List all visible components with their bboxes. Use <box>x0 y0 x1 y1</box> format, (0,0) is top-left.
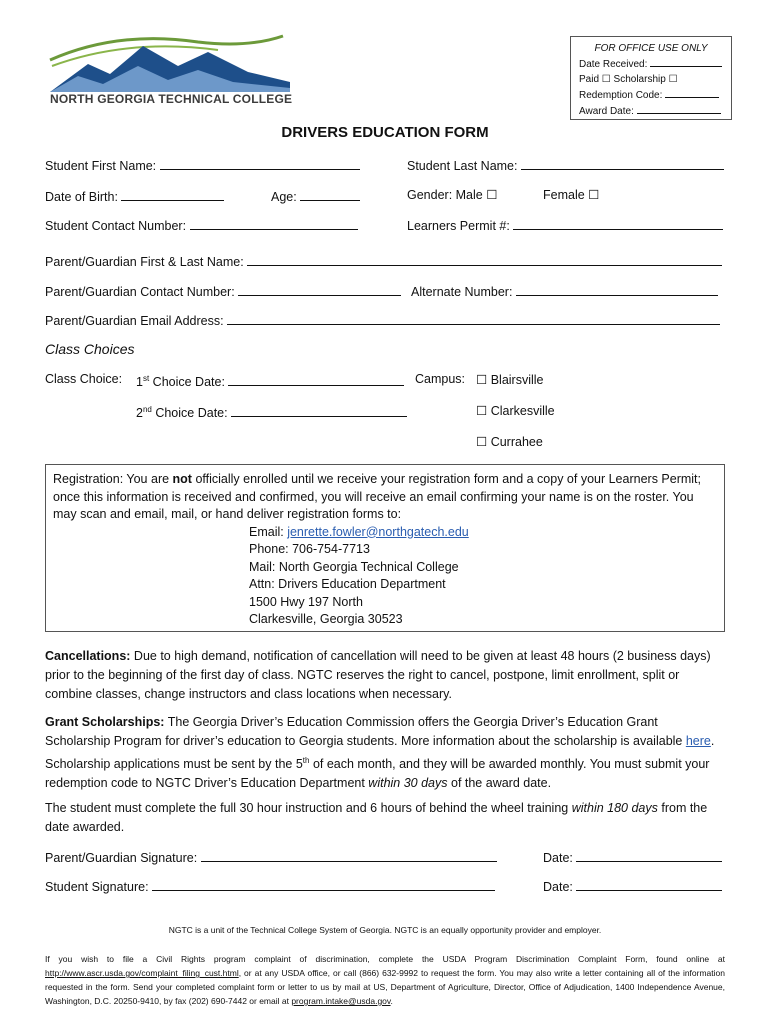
guardian-email-label: Parent/Guardian Email Address: <box>45 314 224 328</box>
second-choice-date-field[interactable] <box>231 403 407 417</box>
second-choice-num: 2 <box>136 406 143 420</box>
date-received-label: Date Received: <box>579 59 648 70</box>
last-name-field[interactable] <box>521 156 724 170</box>
usda-complaint-link[interactable]: http://www.ascr.usda.gov/complaint_filing_cust.html <box>45 968 239 978</box>
award-date-label: Award Date: <box>579 106 634 117</box>
blairsville-checkbox[interactable]: ☐ <box>476 373 488 387</box>
male-checkbox[interactable]: ☐ <box>486 188 498 202</box>
guardian-signature-label: Parent/Guardian Signature: <box>45 851 198 865</box>
second-choice-label: Choice Date: <box>151 406 228 420</box>
paid-checkbox[interactable]: ☐ <box>601 74 611 85</box>
first-choice-label: Choice Date: <box>149 375 225 389</box>
guardian-contact-label: Parent/Guardian Contact Number: <box>45 285 235 299</box>
guardian-date-field[interactable] <box>576 848 722 862</box>
student-signature-label: Student Signature: <box>45 880 149 894</box>
gender-label: Gender: Male <box>407 188 483 202</box>
grant-paragraph: Grant Scholarships: The Georgia Driver’s Education Commission offers the Georgia Driver’s Education Grant Scholarship Program for driver’s education to Georgia students. More information about the scholarship is available here. Scholarship applications must be sent by the 5th of each month, and they will be awarded monthly. You must submit your redemption code to NGTC Driver’s Education Department within 30 days of the award date. <box>45 715 715 791</box>
date-received-line[interactable] <box>650 56 722 67</box>
first-choice-num: 1 <box>136 375 143 389</box>
campus-label: Campus: <box>415 372 466 386</box>
contact-field[interactable] <box>190 216 358 230</box>
campus-clarkesville: Clarkesville <box>490 404 555 418</box>
redemption-line[interactable] <box>665 87 719 98</box>
office-heading: FOR OFFICE USE ONLY <box>594 43 708 54</box>
registration-email-link[interactable]: jenrette.fowler@northgatech.edu <box>287 524 469 539</box>
contact-label: Student Contact Number: <box>45 219 187 233</box>
guardian-signature-field[interactable] <box>201 848 497 862</box>
currahee-checkbox[interactable]: ☐ <box>476 435 488 449</box>
completion-paragraph: The student must complete the full 30 hour instruction and 6 hours of behind the wheel training within 180 days from the date awarded. <box>45 801 708 834</box>
scholarship-checkbox[interactable]: ☐ <box>668 74 678 85</box>
campus-currahee: Currahee <box>490 435 543 449</box>
student-date-field[interactable] <box>576 877 722 891</box>
age-field[interactable] <box>300 187 360 201</box>
first-choice-sup: st <box>142 373 150 383</box>
age-label: Age: <box>271 190 297 204</box>
guardian-name-label: Parent/Guardian First & Last Name: <box>45 255 244 269</box>
registration-phone: Phone: 706-754-7713 <box>249 542 370 556</box>
footer-notice: NGTC is a unit of the Technical College System of Georgia. NGTC is an equally opportunity provider and employer. <box>168 925 602 935</box>
email-label: Email: <box>249 524 288 539</box>
campus-blairsville: Blairsville <box>490 373 544 387</box>
civil-rights-paragraph: If you wish to file a Civil Rights program complaint of discrimination, complete the USDA Program Discrimination Complaint Form, found online at http://www.ascr.usda.gov/complaint_filing_cust.html, or at any USDA office, or call (866) 632-9992 to request the form. You may also write a letter containing all of the information requested in the form. Send your completed complaint form or letter to us by mail at US, Department of Agriculture, Director, Office of Adjudication, 1400 Independence Avenue, Washington, D.C. 20250-9410, by fax (202) 690-7442 or email at program.intake@usda.gov. <box>45 954 725 1006</box>
registration-city: Clarkesville, Georgia 30523 <box>249 612 403 626</box>
guardian-contact-field[interactable] <box>238 282 401 296</box>
here-link[interactable]: here <box>685 734 711 748</box>
office-use-box <box>570 36 732 120</box>
usda-email-link[interactable]: program.intake@usda.gov <box>291 996 391 1006</box>
registration-street: 1500 Hwy 197 North <box>249 594 363 609</box>
female-label: Female <box>543 188 585 202</box>
cancellations-paragraph: Cancellations: Due to high demand, notification of cancellation will need to be given at least 48 hours (2 business days) prior to the beginning of the first day of class. NGTC reserves the right to cancel, postpone, limit enrollment, split or combine classes, change instructors and class locations when necessary. <box>45 649 711 701</box>
college-name: NORTH GEORGIA TECHNICAL COLLEGE <box>50 92 293 106</box>
permit-field[interactable] <box>513 216 723 230</box>
guardian-email-field[interactable] <box>227 311 720 325</box>
award-date-line[interactable] <box>637 103 721 114</box>
permit-label: Learners Permit #: <box>407 219 510 233</box>
student-date-label: Date: <box>543 880 573 894</box>
first-name-label: Student First Name: <box>45 159 157 173</box>
dob-label: Date of Birth: <box>45 190 118 204</box>
first-name-field[interactable] <box>160 156 360 170</box>
student-signature-field[interactable] <box>152 877 495 891</box>
dob-field[interactable] <box>121 187 224 201</box>
registration-mail: Mail: North Georgia Technical College <box>249 559 459 574</box>
guardian-date-label: Date: <box>543 851 573 865</box>
first-choice-date-field[interactable] <box>228 372 404 386</box>
guardian-name-field[interactable] <box>247 252 722 266</box>
class-choices-heading: Class Choices <box>45 341 135 357</box>
last-name-label: Student Last Name: <box>407 159 518 173</box>
page-title: DRIVERS EDUCATION FORM <box>281 124 489 141</box>
redemption-label: Redemption Code: <box>579 90 663 101</box>
female-checkbox[interactable]: ☐ <box>588 188 600 202</box>
registration-text: Registration: You are not officially enrolled until we receive your registration form and a copy of your Learners Permit; once this information is received and confirmed, you will receive an email confirming your name is on the roster. You may scan and email, mail, or hand deliver registration forms to: <box>53 472 702 521</box>
second-choice-sup: nd <box>142 404 152 414</box>
paid-label: Paid <box>579 74 600 85</box>
registration-attn: Attn: Drivers Education Department <box>249 577 446 591</box>
alternate-field[interactable] <box>516 282 718 296</box>
registration-box <box>45 464 725 632</box>
clarkesville-checkbox[interactable]: ☐ <box>476 404 488 418</box>
college-logo <box>48 22 298 108</box>
scholarship-label: Scholarship <box>613 74 666 85</box>
class-choice-label: Class Choice: <box>45 372 123 386</box>
alternate-label: Alternate Number: <box>411 285 513 299</box>
